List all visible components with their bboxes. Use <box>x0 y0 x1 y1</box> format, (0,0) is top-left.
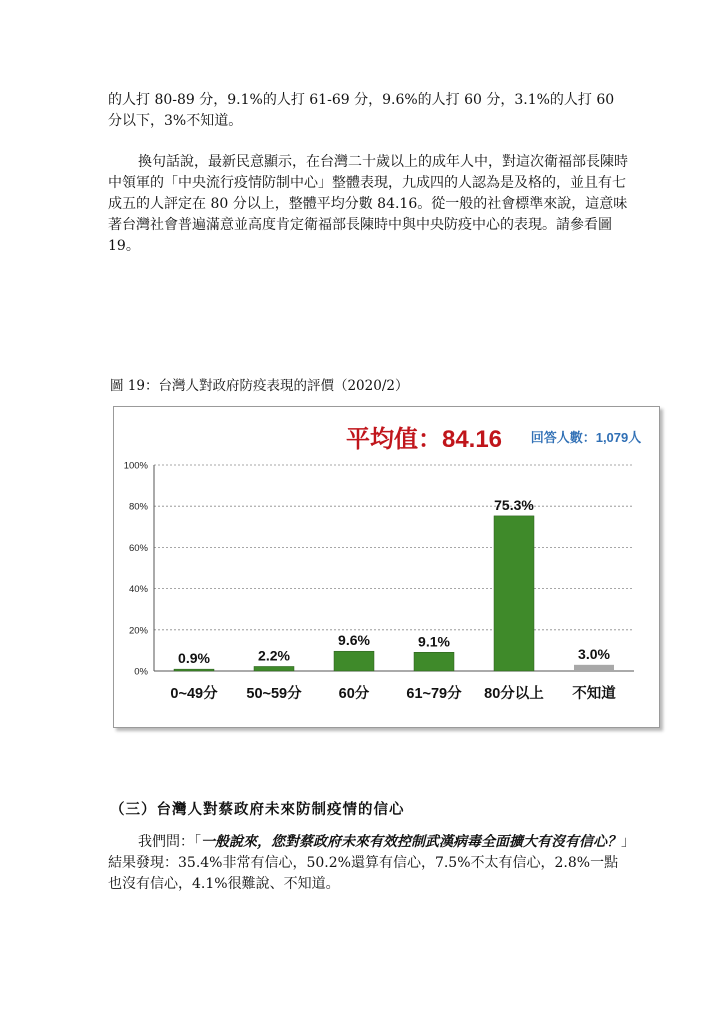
bar-value-label: 9.1% <box>418 633 450 650</box>
bar-value-label: 3.0% <box>578 645 610 662</box>
bar <box>494 516 534 671</box>
bar <box>574 665 614 671</box>
bar-value-label: 9.6% <box>338 632 370 649</box>
x-category-label: 不知道 <box>572 686 616 702</box>
bar-value-label: 0.9% <box>178 650 210 667</box>
bar-value-label: 75.3% <box>494 496 534 513</box>
survey-result: 」結果發現：35.4%非常有信心，50.2%還算有信心，7.5%不太有信心，2.8%一點也沒有信心，4.1%很難說、不知道。 <box>108 834 628 892</box>
x-category-label: 61~79分 <box>406 686 462 702</box>
x-category-label: 80分以上 <box>484 686 544 702</box>
bar-chart-frame <box>113 406 660 728</box>
body-paragraph-2: 換句話說，最新民意顯示，在台灣二十歲以上的成年人中，對這次衛福部長陳時中領軍的「中央流行疫情防制中心」整體表現，九成四的人認為是及格的，並且有七成五的人評定在 80 分以上，整體平均分數 84.16。從一般的社會標準來說，這意味著台灣社會普遍滿意並高度肯定衛福部長陳時中與中央防疫中心的表現。請參看圖 19。 <box>108 154 628 254</box>
section-heading: （三）台灣人對蔡政府未來防制疫情的信心 <box>110 801 405 818</box>
question-lead: 我們問：「 <box>138 834 201 850</box>
body-paragraph-3 <box>108 832 628 895</box>
respondents-count: 回答人數：1,079人 <box>530 430 642 445</box>
x-category-label: 50~59分 <box>246 686 302 702</box>
bar <box>334 651 374 671</box>
bar-value-label: 2.2% <box>258 647 290 664</box>
y-tick-label: 40% <box>128 584 148 596</box>
chart-bars <box>174 516 614 671</box>
bar-chart <box>114 407 659 727</box>
bar <box>414 652 454 671</box>
bar <box>254 666 294 671</box>
y-tick-label: 100% <box>123 460 148 472</box>
chart-axes <box>154 465 634 671</box>
y-tick-label: 80% <box>128 501 148 513</box>
survey-question: 一般說來，您對蔡政府未來有效控制武漢病毒全面擴大有沒有信心？ <box>201 834 621 850</box>
y-tick-label: 0% <box>134 666 148 678</box>
body-paragraph-1: 的人打 80-89 分，9.1%的人打 61-69 分，9.6%的人打 60 分，3.1%的人打 60 分以下，3%不知道。 <box>108 92 615 129</box>
x-category-label: 0~49分 <box>170 686 218 702</box>
chart-gridlines <box>154 465 634 630</box>
figure-caption: 圖 19：台灣人對政府防疫表現的評價（2020/2） <box>110 378 409 394</box>
y-tick-label: 20% <box>128 625 148 637</box>
bar <box>174 669 214 671</box>
x-category-label: 60分 <box>338 686 370 702</box>
chart-title: 平均值：84.16 <box>345 426 503 453</box>
y-tick-label: 60% <box>128 542 148 554</box>
